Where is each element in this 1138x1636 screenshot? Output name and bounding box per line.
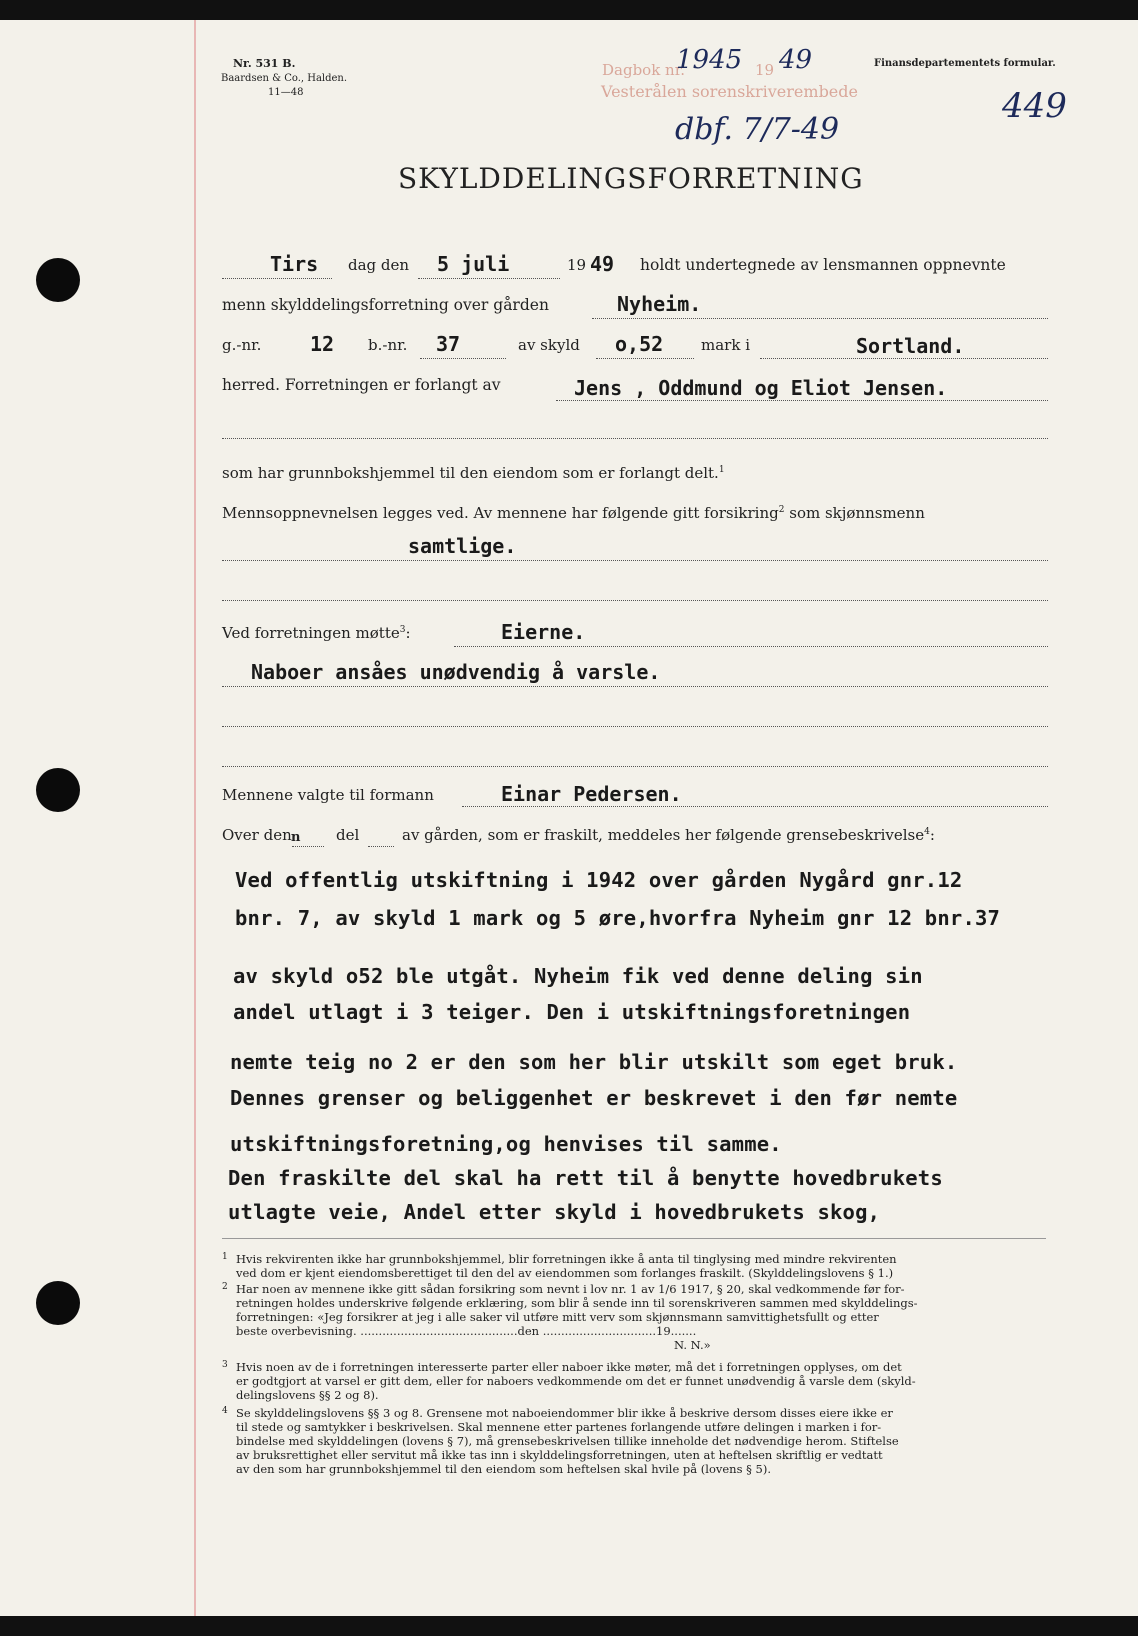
document-page <box>0 20 1138 1616</box>
bnr: 37 <box>436 332 461 356</box>
punch-hole-top <box>36 258 80 302</box>
over-den-n: n <box>291 830 301 845</box>
office-stamp: Vesterålen sorenskriverembede <box>601 82 858 101</box>
description-line: utskiftningsforetning,og henvises til samme. <box>230 1132 782 1156</box>
footnote-number: 2 <box>222 1282 228 1292</box>
footnote-signature: N. N.» <box>674 1338 711 1352</box>
dagbok-year-prefix: 19 <box>755 61 775 79</box>
skyld-value: o,52 <box>615 332 664 356</box>
grunnbok-text: som har grunnbokshjemmel til den eiendom som er forlangt delt.$^1$ <box>222 464 725 482</box>
form-owner: Finansdepartementets formular. <box>874 58 1056 69</box>
motte-label: Ved forretningen møtte$^3$: <box>222 624 411 642</box>
menn-text: menn skylddelingsforretning over gården <box>222 296 549 314</box>
page-title: SKYLDDELINGSFORRETNING <box>398 162 864 195</box>
description-line: Den fraskilte del skal ha rett til å benytte hovedbrukets <box>228 1166 943 1190</box>
footnote-2: Har noen av mennene ikke gitt sådan forsikring som nevnt i lov nr. 1 av 1/6 1917, § 20, skal vedkommende før for- retningen holdes underskrive følgende erklæring, som blir å sende inn til sorenskriveren sammen med skylddelings- forretningen: «Jeg forsikrer at jeg i alle saker vil utføre mitt verv som skjønnsmann samvittighetsfullt og etter beste overbevisning. ...........................................den ...............................19....... <box>236 1282 918 1338</box>
footnote-3: Hvis noen av de i forretningen interesserte parter eller naboer ikke møter, må det i forretningen opplyses, om det er godtgjort at varsel er gitt dem, eller for naboers vedkommende om det er funnet unødvendig å varsle dem (skyld- delingslovens §§ 2 og 8). <box>236 1360 916 1402</box>
description-line: av skyld o52 ble utgåt. Nyheim fik ved denne deling sin <box>233 964 923 988</box>
registration-note: dbf. 7/7-49 <box>675 112 840 147</box>
formann-value: Einar Pedersen. <box>501 782 682 806</box>
punch-hole-middle <box>36 768 80 812</box>
dagbok-label: Dagbok nr. <box>602 61 686 79</box>
footnote-separator <box>222 1238 1046 1239</box>
footnote-number: 3 <box>222 1360 228 1370</box>
year-prefix-label: 19 <box>567 256 587 274</box>
dagbok-year-suffix: 49 <box>779 45 813 75</box>
footnote-4: Se skylddelingslovens §§ 3 og 8. Grensene mot naboeiendommer blir ikke å beskrive dersom disses eiere ikke er til stede og samtykker i beskrivelsen. Skal mennene etter partenes forlangende utføre delingen i marken i for- bindelse med skylddelingen (lovens § 7), må grensebeskrivelsen tillike inneholde det nødvendige herom. Stiftelse av bruksrettighet eller servitut må ikke tas inn i skylddelingsforretningen, uten at heftelsen skriftlig er vedtatt av den som har grunnbokshjemmel til den eiendom som heftelsen skal hvile på (lovens § 5). <box>236 1406 899 1476</box>
page-number: 449 <box>1002 86 1067 126</box>
date: 5 juli <box>437 252 510 276</box>
punch-hole-bottom <box>36 1281 80 1325</box>
gnr: 12 <box>310 332 335 356</box>
mennsopp-text: Mennsoppnevnelsen legges ved. Av mennene har følgende gitt forsikring$^2$ som skjønnsmenn <box>222 504 925 522</box>
footnote-1: Hvis rekvirenten ikke har grunnbokshjemmel, blir forretningen ikke å anta til tinglysing med mindre rekvirenten ved dom er kjent eiendomsberettiget til den del av eiendommen som forlanges fraskilt. (Skylddelingslovens § 1.) <box>236 1252 897 1280</box>
weekday: Tirs <box>270 252 319 276</box>
samtlige: samtlige. <box>408 534 517 558</box>
footnote-number: 4 <box>222 1406 228 1416</box>
dagbok-number: 1945 <box>676 45 743 75</box>
description-line: nemte teig no 2 er den som her blir utskilt som eget bruk. <box>230 1050 958 1074</box>
year: 49 <box>590 252 615 276</box>
gnr-label: g.-nr. <box>222 336 262 354</box>
naboer-text: Naboer ansåes unødvendig å varsle. <box>251 660 661 684</box>
description-line: utlagte veie, Andel etter skyld i hovedbrukets skog, <box>228 1200 881 1224</box>
over-den-label: Over den <box>222 826 292 844</box>
footnote-number: 1 <box>222 1252 228 1262</box>
dag-den-label: dag den <box>348 256 410 274</box>
description-line: Ved offentlig utskiftning i 1942 over gården Nygård gnr.12 <box>235 868 963 892</box>
farm-name: Nyheim. <box>617 292 702 316</box>
description-line: andel utlagt i 3 teiger. Den i utskiftningsforetningen <box>233 1000 911 1024</box>
formann-label: Mennene valgte til formann <box>222 786 434 804</box>
description-line: bnr. 7, av skyld 1 mark og 5 øre,hvorfra Nyheim gnr 12 bnr.37 <box>235 906 1001 930</box>
print-date: 11—48 <box>268 87 304 98</box>
margin-rule <box>194 20 196 1616</box>
requesters: Jens , Oddmund og Eliot Jensen. <box>574 376 948 400</box>
herred-text: herred. Forretningen er forlangt av <box>222 376 501 394</box>
del-label: del <box>336 826 360 844</box>
municipality: Sortland. <box>856 334 965 358</box>
description-line: Dennes grenser og beliggenhet er beskrevet i den før nemte <box>230 1086 958 1110</box>
grense-label: av gården, som er fraskilt, meddeles her følgende grensebeskrivelse$^4$: <box>402 826 935 844</box>
printer: Baardsen & Co., Halden. <box>221 73 348 84</box>
mark-i-label: mark i <box>701 336 750 354</box>
skyld-label: av skyld <box>518 336 580 354</box>
motte-value: Eierne. <box>501 620 586 644</box>
bnr-label: b.-nr. <box>368 336 408 354</box>
form-number: Nr. 531 B. <box>233 57 296 70</box>
holdt-text: holdt undertegnede av lensmannen oppnevnte <box>640 256 1006 274</box>
